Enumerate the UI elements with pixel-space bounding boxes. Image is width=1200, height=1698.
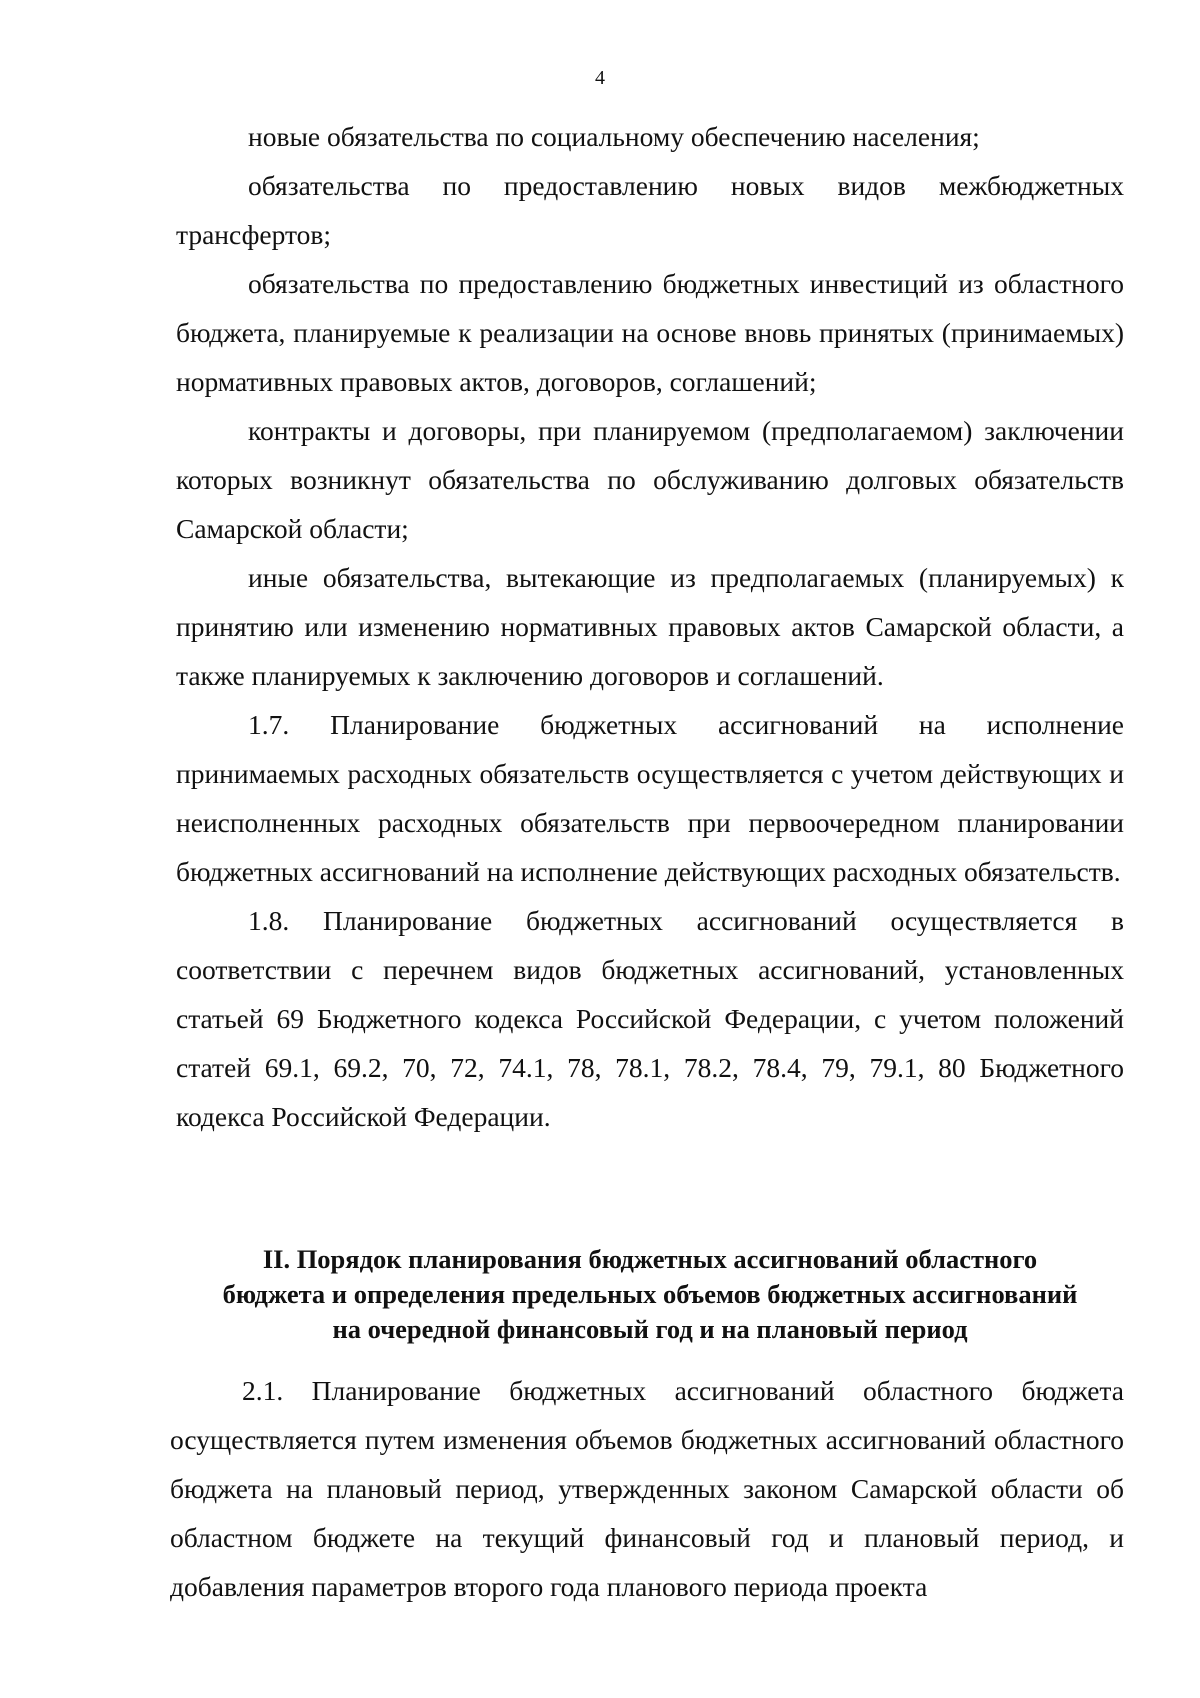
paragraph-interbudget-transfers: обязательства по предоставлению новых видов межбюджетных трансфертов; [176, 170, 1124, 250]
paragraph-other-obligations: иные обязательства, вытекающие из предполагаемых (планируемых) к принятию или изменению нормативных правовых актов Самарской области, а также планируемых к заключению договоров и соглашений. [176, 562, 1124, 691]
section-2-body [170, 1366, 1124, 1611]
paragraph-debt-contracts: контракты и договоры, при планируемом (предполагаемом) заключении которых возникнут обязательства по обслуживанию долговых обязательств Самарской области; [176, 415, 1124, 544]
section-heading-line: бюджета и определения предельных объемов бюджетных ассигнований [222, 1279, 1078, 1309]
section-heading-line: II. Порядок планирования бюджетных ассигнований областного [262, 1244, 1038, 1274]
page-number: 4 [595, 67, 605, 89]
section-heading [176, 1242, 1124, 1347]
document-body [176, 112, 1124, 1141]
paragraph-2-1: 2.1. Планирование бюджетных ассигнований областного бюджета осуществляется путем изменения объемов бюджетных ассигнований областного бюджета на плановый период, утвержденных законом Самарской области об областном бюджете на текущий финансовый год и плановый период, и добавления параметров второго года планового периода проекта [170, 1375, 1124, 1602]
paragraph-budget-investments: обязательства по предоставлению бюджетных инвестиций из областного бюджета, планируемые к реализации на основе вновь принятых (принимаемых) нормативных правовых актов, договоров, соглашений; [176, 268, 1124, 397]
section-heading-line: на очередной финансовый год и на плановый период [332, 1314, 968, 1344]
paragraph-1-7: 1.7. Планирование бюджетных ассигнований на исполнение принимаемых расходных обязательств осуществляется с учетом действующих и неисполненных расходных обязательств при первоочередном планировании бюджетных ассигнований на исполнение действующих расходных обязательств. [176, 709, 1124, 887]
paragraph-new-social-obligations: новые обязательства по социальному обеспечению населения; [248, 121, 980, 152]
paragraph-1-8: 1.8. Планирование бюджетных ассигнований осуществляется в соответствии с перечнем видов бюджетных ассигнований, установленных статьей 69 Бюджетного кодекса Российской Федерации, с учетом положений статей 69.1, 69.2, 70, 72, 74.1, 78, 78.1, 78.2, 78.4, 79, 79.1, 80 Бюджетного кодекса Российской Федерации. [176, 905, 1124, 1132]
